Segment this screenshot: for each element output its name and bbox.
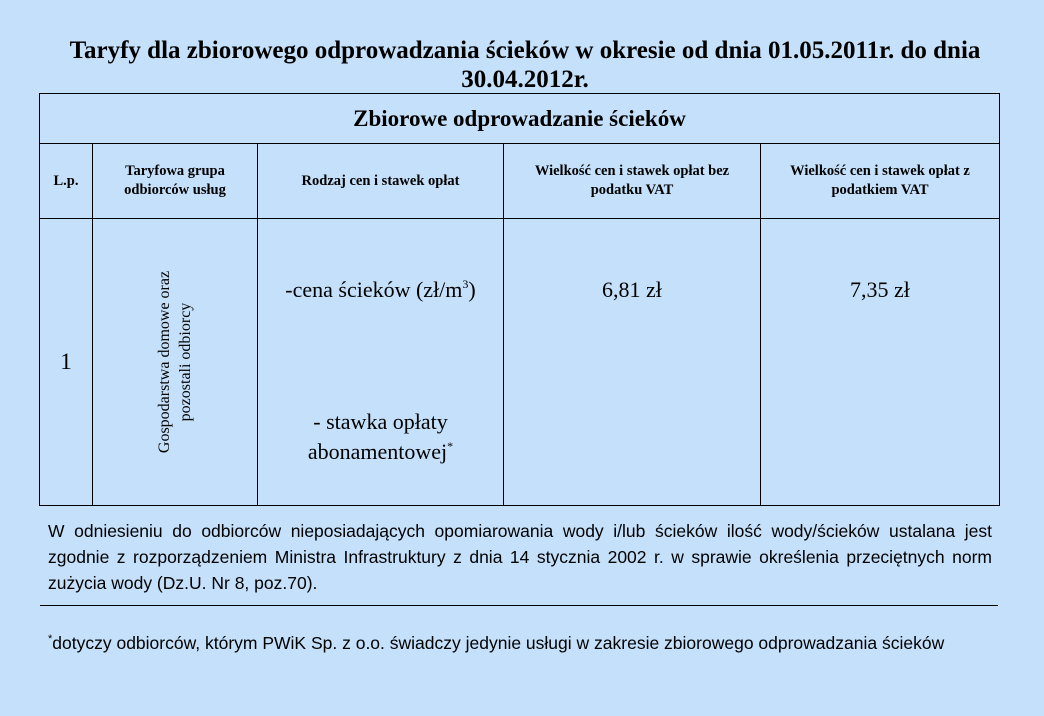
row-group-cell bbox=[93, 219, 258, 506]
row-group-label: Gospodarstwa domowe oraz pozostali odbiorcy bbox=[156, 270, 194, 454]
row-type-cell bbox=[258, 219, 504, 506]
fee-label bbox=[258, 407, 503, 467]
table-main-header: Zbiorowe odprowadzanie ścieków bbox=[40, 94, 1000, 144]
column-header-lp: L.p. bbox=[40, 144, 93, 219]
column-header-gross bbox=[761, 144, 1000, 219]
price-label-text: -cena ścieków (zł/m bbox=[285, 277, 463, 302]
metering-note: W odniesieniu do odbiorców nieposiadających opomiarowania wody i/lub ścieków ilość wody/ścieków ustalana jest zgodnie z rozporządzeniem Ministra Infrastruktury z dnia 14 stycznia 2002 r. w sprawie określenia przeciętnych norm zużycia wody (Dz.U. Nr 8, poz.70). bbox=[48, 521, 992, 593]
row-gross-cell bbox=[761, 219, 1000, 506]
price-label-sup: 3 bbox=[462, 277, 469, 291]
row-net-cell bbox=[504, 219, 761, 506]
column-header-net-label: Wielkość cen i stawek opłat bez podatku VAT bbox=[534, 163, 730, 198]
price-label bbox=[258, 277, 503, 303]
fee-label-sup: * bbox=[447, 439, 454, 453]
table-main-header-row bbox=[40, 94, 1000, 144]
column-header-type: Rodzaj cen i stawek opłat bbox=[258, 144, 504, 219]
column-header-group bbox=[93, 144, 258, 219]
price-label-close: ) bbox=[468, 277, 476, 302]
table-row bbox=[40, 219, 1000, 506]
column-header-net bbox=[504, 144, 761, 219]
footnote-marker: * bbox=[48, 633, 53, 645]
divider bbox=[40, 605, 998, 606]
column-header-group-label: Taryfowa grupa odbiorców usług bbox=[124, 163, 226, 198]
net-value: 6,81 zł bbox=[602, 277, 662, 302]
table-column-header-row bbox=[40, 144, 1000, 219]
fee-label-text: - stawka opłaty abonamentowej bbox=[307, 409, 448, 464]
row-lp: 1 bbox=[40, 219, 93, 506]
column-header-gross-label: Wielkość cen i stawek opłat z podatkiem VAT bbox=[790, 163, 970, 198]
gross-value: 7,35 zł bbox=[850, 277, 910, 302]
tariff-table bbox=[39, 93, 1000, 506]
footnote bbox=[48, 630, 992, 656]
footnote-text: dotyczy odbiorców, którym PWiK Sp. z o.o. świadczy jedynie usługi w zakresie zbiorowego odprowadzania ścieków bbox=[52, 633, 945, 653]
page-title: Taryfy dla zbiorowego odprowadzania ścieków w okresie od dnia 01.05.2011r. do dnia 30.04.2012r. bbox=[69, 37, 981, 93]
